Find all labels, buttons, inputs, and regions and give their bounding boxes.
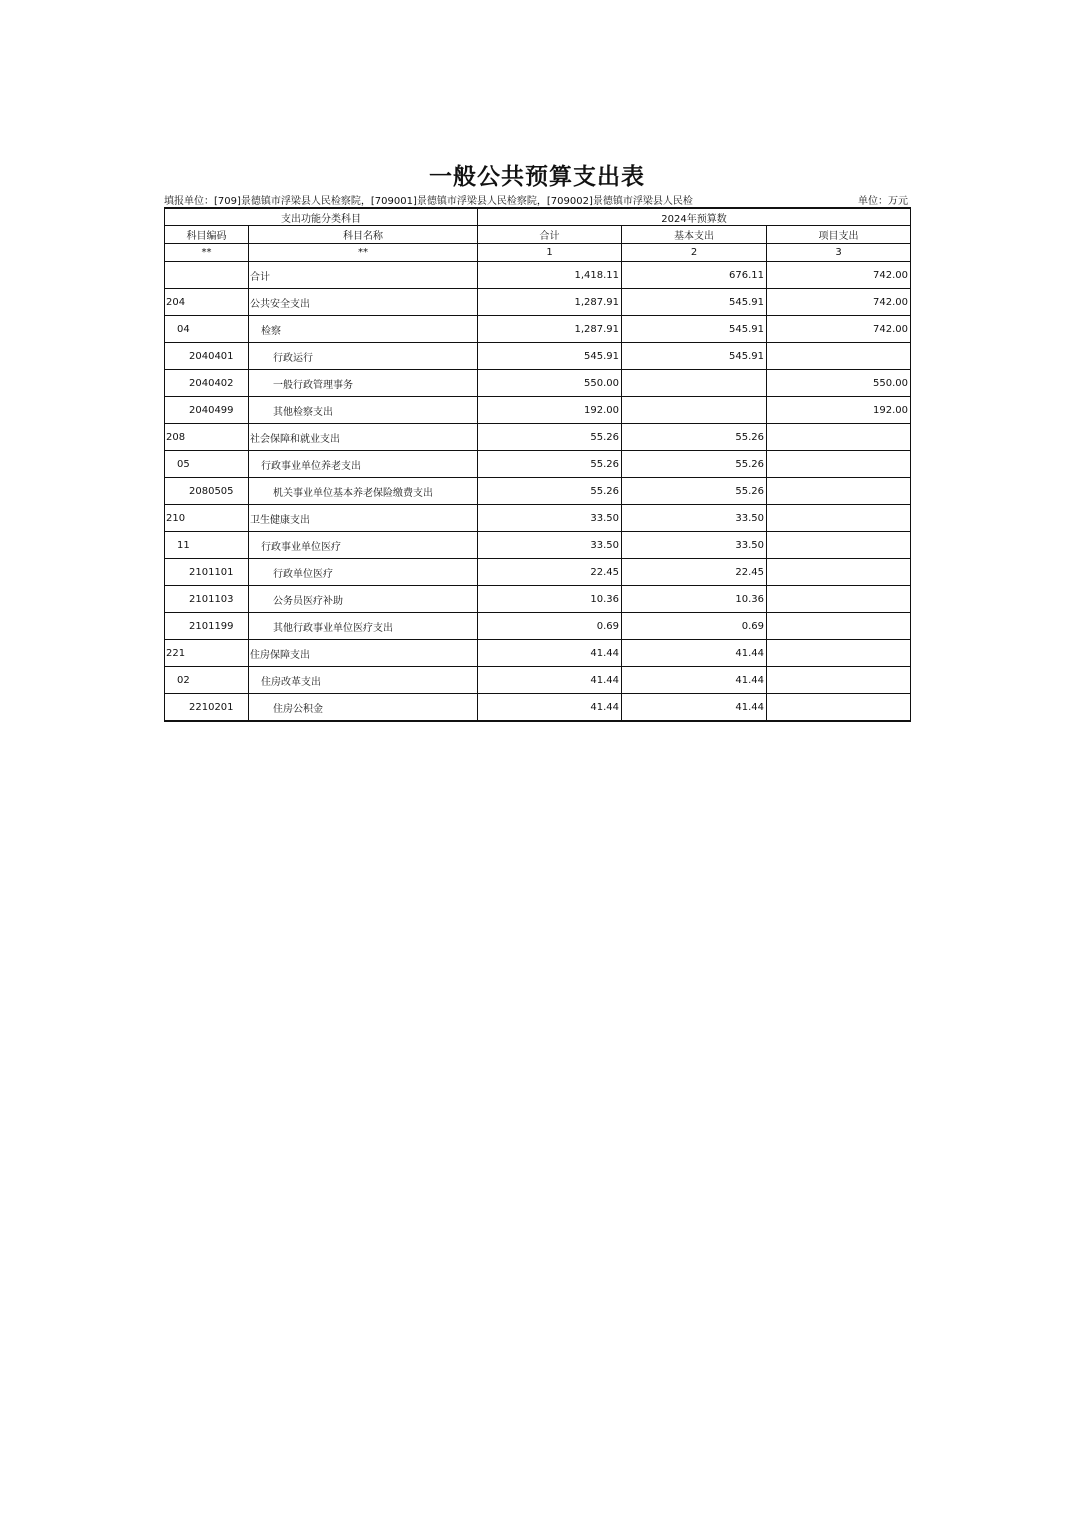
name-cell: 住房改革支出 xyxy=(249,667,478,694)
filing-unit-label: 填报单位：[709]景德镇市浮梁县人民检察院，[709001]景德镇市浮梁县人民检察院，[709002]景德镇市浮梁县人民检 xyxy=(164,196,693,207)
code-cell: 2101103 xyxy=(165,586,249,613)
code-cell: 02 xyxy=(165,667,249,694)
code-cell: 2101101 xyxy=(165,559,249,586)
currency-unit-label: 单位：万元 xyxy=(858,196,908,207)
project-cell xyxy=(767,640,911,667)
basic-cell: 41.44 xyxy=(622,640,767,667)
name-cell: 其他检察支出 xyxy=(249,397,478,424)
total-cell: 550.00 xyxy=(478,370,622,397)
total-cell: 41.44 xyxy=(478,667,622,694)
name-cell: 社会保障和就业支出 xyxy=(249,424,478,451)
project-cell: 742.00 xyxy=(767,262,911,289)
basic-cell: 10.36 xyxy=(622,586,767,613)
table-row xyxy=(165,451,911,478)
name-cell: 住房公积金 xyxy=(249,694,478,722)
expenditure-table xyxy=(164,207,911,722)
group-header-function: 支出功能分类科目 xyxy=(165,208,478,226)
total-cell: 33.50 xyxy=(478,505,622,532)
basic-cell: 41.44 xyxy=(622,667,767,694)
project-cell: 742.00 xyxy=(767,289,911,316)
index-cell: 1 xyxy=(478,244,622,262)
total-cell: 545.91 xyxy=(478,343,622,370)
name-cell: 行政运行 xyxy=(249,343,478,370)
name-cell: 合计 xyxy=(249,262,478,289)
code-cell: 2101199 xyxy=(165,613,249,640)
table-body xyxy=(165,262,911,722)
project-cell xyxy=(767,559,911,586)
project-cell: 550.00 xyxy=(767,370,911,397)
report-meta xyxy=(164,192,910,206)
project-cell xyxy=(767,667,911,694)
index-cell: 2 xyxy=(622,244,767,262)
project-cell xyxy=(767,532,911,559)
code-cell: 2040402 xyxy=(165,370,249,397)
group-header-row xyxy=(165,208,911,226)
basic-cell: 22.45 xyxy=(622,559,767,586)
code-cell: 04 xyxy=(165,316,249,343)
total-cell: 55.26 xyxy=(478,478,622,505)
table-row xyxy=(165,613,911,640)
table-row xyxy=(165,289,911,316)
table-row xyxy=(165,586,911,613)
table-row xyxy=(165,532,911,559)
name-cell: 机关事业单位基本养老保险缴费支出 xyxy=(249,478,478,505)
total-cell: 55.26 xyxy=(478,424,622,451)
table-row xyxy=(165,424,911,451)
basic-cell xyxy=(622,397,767,424)
basic-cell: 41.44 xyxy=(622,694,767,722)
table-row xyxy=(165,640,911,667)
basic-cell: 545.91 xyxy=(622,289,767,316)
basic-cell: 0.69 xyxy=(622,613,767,640)
total-cell: 1,418.11 xyxy=(478,262,622,289)
name-cell: 一般行政管理事务 xyxy=(249,370,478,397)
basic-cell: 676.11 xyxy=(622,262,767,289)
total-cell: 33.50 xyxy=(478,532,622,559)
basic-cell: 33.50 xyxy=(622,532,767,559)
code-cell xyxy=(165,262,249,289)
col-header-code: 科目编码 xyxy=(165,226,249,244)
code-cell: 204 xyxy=(165,289,249,316)
project-cell xyxy=(767,613,911,640)
col-header-total: 合计 xyxy=(478,226,622,244)
name-cell: 公务员医疗补助 xyxy=(249,586,478,613)
group-header-budget: 2024年预算数 xyxy=(478,208,911,226)
table-row xyxy=(165,667,911,694)
total-cell: 1,287.91 xyxy=(478,316,622,343)
code-cell: 221 xyxy=(165,640,249,667)
table-row xyxy=(165,478,911,505)
code-cell: 2040499 xyxy=(165,397,249,424)
basic-cell: 55.26 xyxy=(622,478,767,505)
project-cell xyxy=(767,505,911,532)
name-cell: 行政事业单位医疗 xyxy=(249,532,478,559)
code-cell: 2210201 xyxy=(165,694,249,722)
project-cell xyxy=(767,586,911,613)
index-cell: ** xyxy=(249,244,478,262)
table-row xyxy=(165,559,911,586)
basic-cell xyxy=(622,370,767,397)
col-header-name: 科目名称 xyxy=(249,226,478,244)
total-cell: 1,287.91 xyxy=(478,289,622,316)
name-cell: 检察 xyxy=(249,316,478,343)
code-cell: 210 xyxy=(165,505,249,532)
name-cell: 行政单位医疗 xyxy=(249,559,478,586)
page-title: 一般公共预算支出表 xyxy=(429,163,645,190)
project-cell xyxy=(767,694,911,722)
total-cell: 55.26 xyxy=(478,451,622,478)
index-cell: 3 xyxy=(767,244,911,262)
table-row xyxy=(165,316,911,343)
total-cell: 10.36 xyxy=(478,586,622,613)
table-row xyxy=(165,397,911,424)
index-row xyxy=(165,244,911,262)
basic-cell: 33.50 xyxy=(622,505,767,532)
table-row xyxy=(165,505,911,532)
project-cell xyxy=(767,424,911,451)
total-cell: 22.45 xyxy=(478,559,622,586)
basic-cell: 545.91 xyxy=(622,316,767,343)
basic-cell: 55.26 xyxy=(622,424,767,451)
table-row xyxy=(165,343,911,370)
table-row xyxy=(165,262,911,289)
name-cell: 公共安全支出 xyxy=(249,289,478,316)
project-cell xyxy=(767,451,911,478)
table-row xyxy=(165,694,911,722)
project-cell xyxy=(767,343,911,370)
name-cell: 行政事业单位养老支出 xyxy=(249,451,478,478)
total-cell: 0.69 xyxy=(478,613,622,640)
index-cell: ** xyxy=(165,244,249,262)
code-cell: 208 xyxy=(165,424,249,451)
name-cell: 住房保障支出 xyxy=(249,640,478,667)
project-cell: 742.00 xyxy=(767,316,911,343)
total-cell: 192.00 xyxy=(478,397,622,424)
basic-cell: 55.26 xyxy=(622,451,767,478)
code-cell: 2040401 xyxy=(165,343,249,370)
column-header-row xyxy=(165,226,911,244)
total-cell: 41.44 xyxy=(478,640,622,667)
code-cell: 2080505 xyxy=(165,478,249,505)
col-header-project: 项目支出 xyxy=(767,226,911,244)
project-cell xyxy=(767,478,911,505)
col-header-basic: 基本支出 xyxy=(622,226,767,244)
code-cell: 05 xyxy=(165,451,249,478)
name-cell: 其他行政事业单位医疗支出 xyxy=(249,613,478,640)
table-row xyxy=(165,370,911,397)
project-cell: 192.00 xyxy=(767,397,911,424)
basic-cell: 545.91 xyxy=(622,343,767,370)
code-cell: 11 xyxy=(165,532,249,559)
name-cell: 卫生健康支出 xyxy=(249,505,478,532)
total-cell: 41.44 xyxy=(478,694,622,722)
